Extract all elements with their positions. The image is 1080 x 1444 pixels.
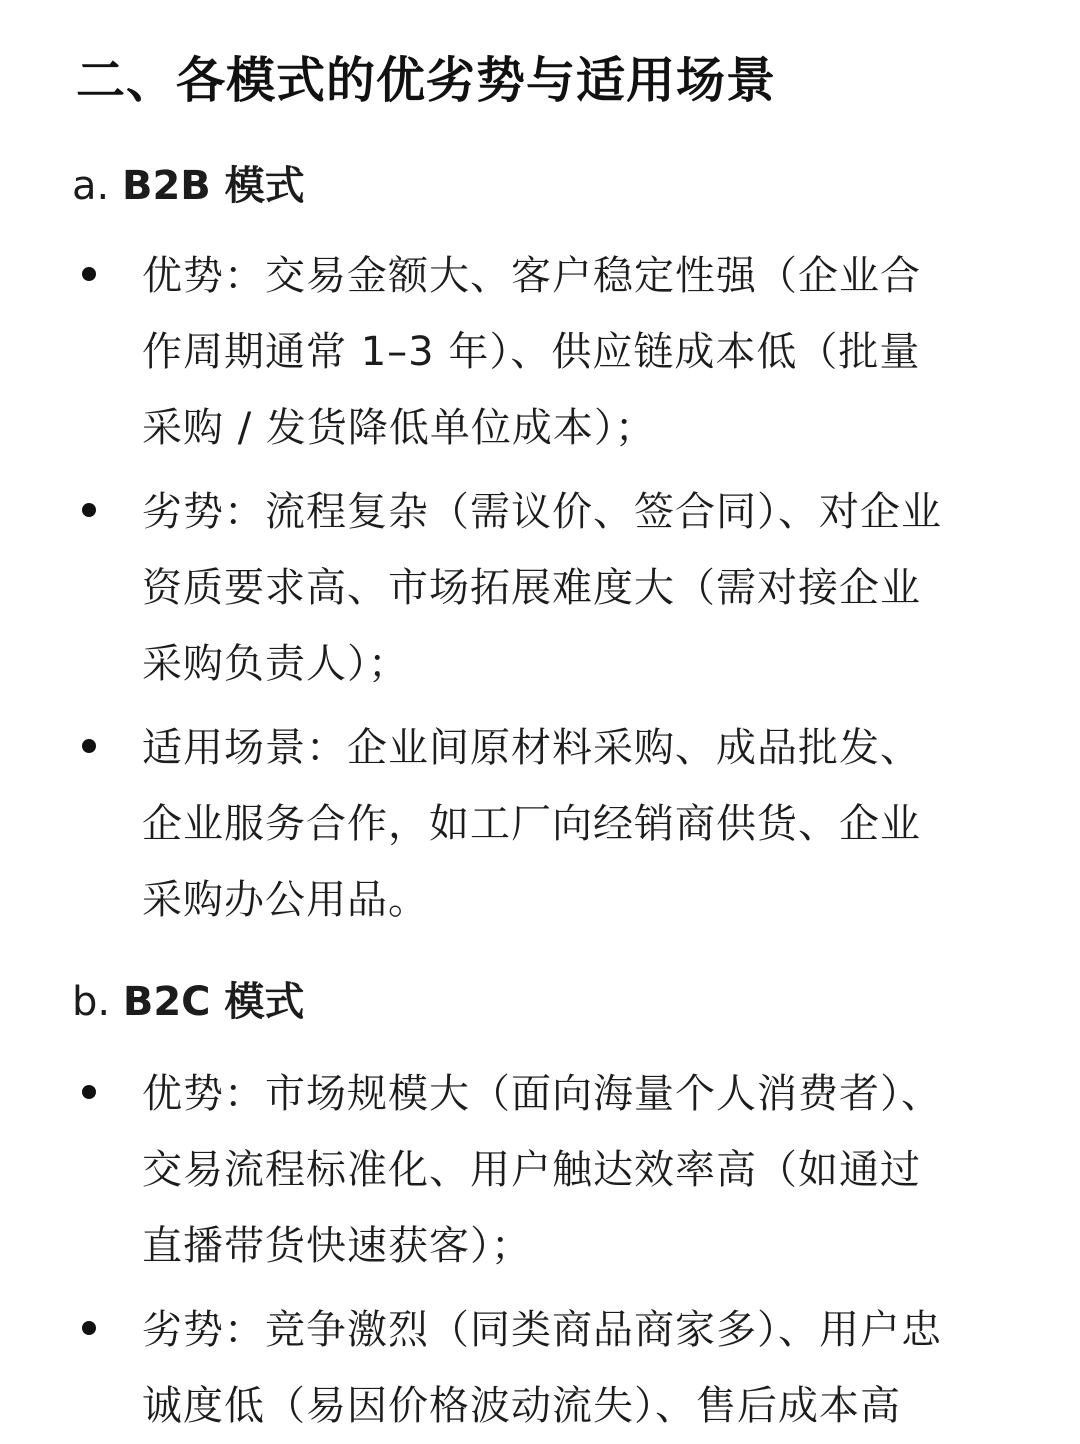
bullet-icon (82, 503, 96, 517)
bullet-line: 优势：市场规模大（面向海量个人消费者）、 (142, 1071, 942, 1117)
bullet-icon (82, 1085, 96, 1099)
bullet-text (142, 238, 1022, 466)
bullet-line: 采购办公用品。 (142, 877, 429, 923)
section-heading-b2c (72, 970, 304, 1027)
bullet-text (142, 710, 1022, 938)
section-heading-b2b (72, 154, 305, 211)
section-name: B2B 模式 (121, 163, 305, 209)
section-marker: a. (72, 163, 110, 209)
bullet-line: 适用场景：企业间原材料采购、成品批发、 (142, 725, 921, 771)
bullet-line: 交易流程标准化、用户触达效率高（如通过 (142, 1147, 921, 1193)
bullet-line: 诚度低（易因价格波动流失）、售后成本高 (142, 1383, 901, 1429)
section-marker: b. (72, 979, 111, 1025)
bullet-text (142, 474, 1022, 702)
bullet-line: 直播带货快速获客）； (142, 1223, 532, 1269)
page-title: 二、各模式的优劣势与适用场景 (76, 52, 777, 109)
bullet-line: 企业服务合作，如工厂向经销商供货、企业 (142, 801, 921, 847)
section-name: B2C 模式 (122, 979, 305, 1025)
bullet-icon (82, 1321, 96, 1335)
bullet-text (142, 1056, 1022, 1284)
bullet-line: 劣势：流程复杂（需议价、签合同）、对企业 (142, 489, 942, 535)
bullet-icon (82, 739, 96, 753)
bullet-icon (82, 267, 96, 281)
bullet-line: 采购负责人）； (142, 641, 409, 687)
bullet-line: 劣势：竞争激烈（同类商品商家多）、用户忠 (142, 1307, 942, 1353)
bullet-line: 资质要求高、市场拓展难度大（需对接企业 (142, 565, 921, 611)
bullet-line: 采购 / 发货降低单位成本）； (142, 405, 656, 451)
bullet-text (142, 1292, 1022, 1444)
bullet-line: 作周期通常 1–3 年）、供应链成本低（批量 (142, 329, 921, 375)
bullet-line: 优势：交易金额大、客户稳定性强（企业合 (142, 253, 921, 299)
